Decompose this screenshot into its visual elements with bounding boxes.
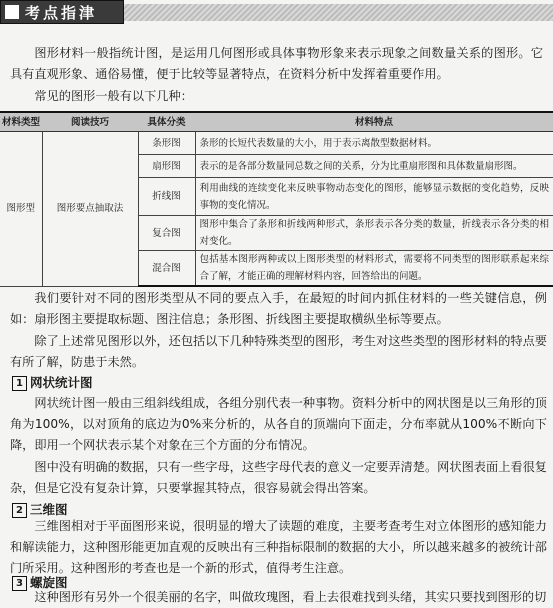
banner-title: 考点指津 [25,4,98,22]
category-cell: 混合图 [138,251,195,287]
body-paragraph-2: 除了上述常见图形以外，还包括以下几种特殊类型的图形，考生对这些类型的图形材料的特点要有所了解，防患于未然。 [10,334,547,369]
section-1-paragraph-2: 图中没有明确的数据，只有一些字母，这些字母代表的意义一定要弄清楚。网状图表面上看很复杂，但是它没有复杂计算，只要掌握其特点，很容易就会得出答案。 [10,460,547,495]
banner-square-icon [5,5,19,19]
banner-tag [0,0,124,24]
section-title: 螺旋图 [30,575,68,590]
category-cell: 扇形图 [138,155,195,178]
feature-cell: 利用曲线的连续变化来反映事物动态变化的图形，能够显示数据的变化趋势，反映事物的变化情况。 [195,178,553,216]
section-2-paragraph-1: 三维图相对于平面图形来说，很明显的增大了读题的难度，主要考查考生对立体图形的感知能力和解读能力，这种图形能更加直观的反映出有三种指标限制的数据的大小，所以越来越多的被统计部门所采用。这种图形的考查也是一个新的形式，值得考生注意。 [10,519,547,575]
material-type-cell: 图形型 [0,132,42,287]
table-row [0,132,553,155]
header-category: 具体分类 [138,112,195,132]
section-1-paragraph-1: 网状统计图一般由三组斜线组成，各组分别代表一种事物。资料分析中的网状图是以三角形的顶角为100%，以对顶角的底边为0%来分析的，从各自的顶端向下面走，分布率就从100%不断向下降，即用一个网状表示某个对象在三个方面的分布情况。 [10,396,547,452]
feature-cell: 图形中集合了条形和折线两种形式，条形表示各分类的数量，折线表示各分类的相对变化。 [195,216,553,251]
feature-cell: 表示的是各部分数量同总数之间的关系，分为比重扇形图和具体数量扇形图。 [195,155,553,178]
section-number-box: 3 [12,576,27,591]
intro-paragraph-1: 图形材料一般指统计图，是运用几何图形或具体事物形象来表示现象之间数量关系的图形。它具有直观形象、通俗易懂，便于比较等显著特点，在资料分析中发挥着重要作用。 [10,46,543,81]
section-3-paragraph-1: 这种图形有另外一个很美丽的名字，叫做玫瑰图，看上去很难找到头绪，其实只要找到图形的切 [34,590,547,604]
section-heading-network-chart [12,375,93,391]
category-cell: 复合图 [138,216,195,251]
header-feature: 材料特点 [195,112,553,132]
reading-tip-cell: 图形要点抽取法 [42,132,138,287]
section-title: 网状统计图 [30,375,93,390]
section-number-box: 1 [12,376,27,391]
section-title: 三维图 [30,502,68,517]
header-material-type: 材料类型 [0,112,42,132]
category-cell: 折线图 [138,178,195,216]
body-paragraph-1: 我们要针对不同的图形类型从不同的要点入手，在最短的时间内抓住材料的一些关键信息，例如：扇形图主要提取标题、图注信息；条形图、折线图主要提取横纵坐标等要点。 [10,291,547,326]
table-header-row [0,112,553,132]
graph-types-table [0,111,553,287]
header-reading-tip: 阅读技巧 [42,112,138,132]
category-cell: 条形图 [138,132,195,155]
feature-cell: 包括基本图形两种或以上图形类型的材料形式，需要将不同类型的图形联系起来综合了解，才能正确的理解材料内容，回答给出的问题。 [195,251,553,287]
section-number-box: 2 [12,503,27,518]
feature-cell: 条形的长短代表数量的大小，用于表示离散型数据材料。 [195,132,553,155]
intro-paragraph-2: 常见的图形一般有以下几种： [34,89,193,103]
section-banner [0,0,553,26]
